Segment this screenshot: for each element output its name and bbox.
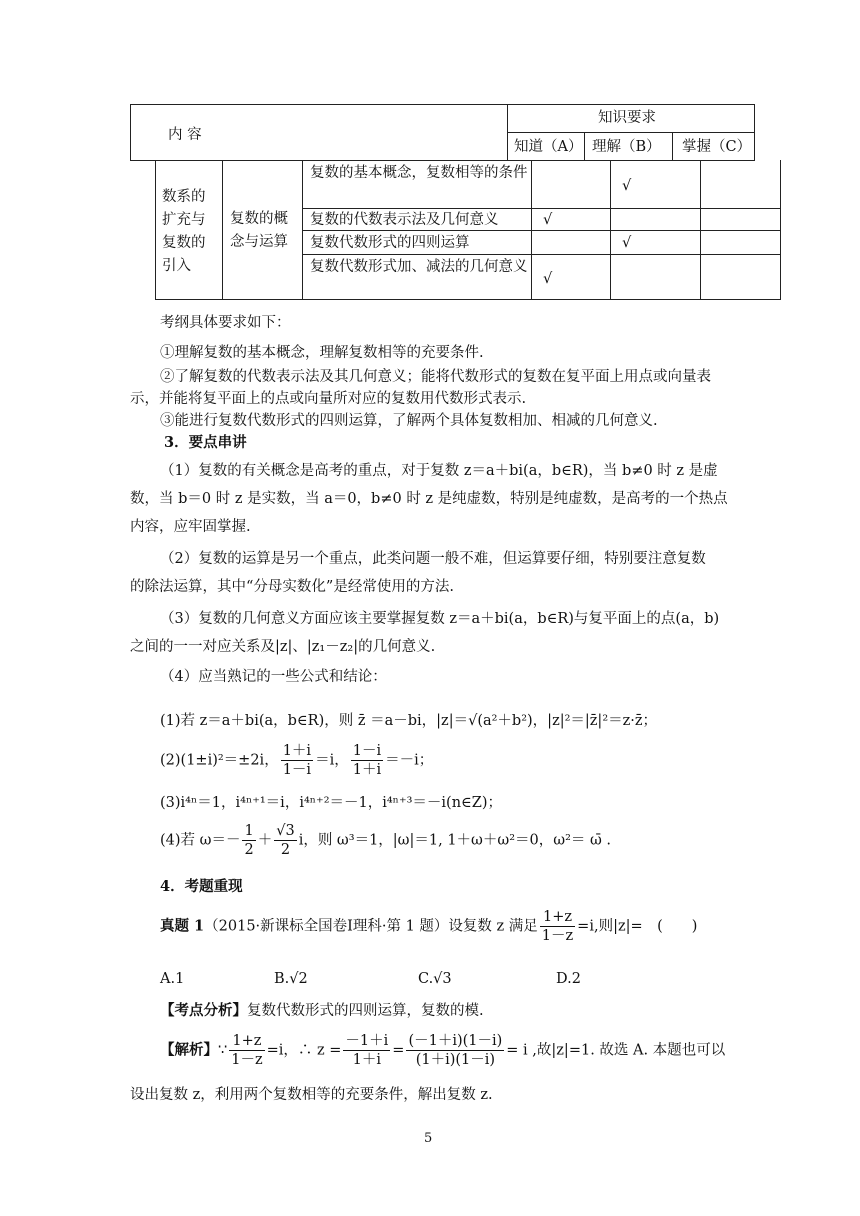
table-row-item: 复数的基本概念，复数相等的条件 — [310, 165, 528, 181]
table-subgroup-label: 复数的概念与运算 — [230, 211, 288, 250]
formula-text: i，则 ω³＝1，|ω|＝1, 1＋ω＋ω²＝0，ω²＝ ω̄ . — [298, 832, 612, 849]
table-border — [754, 104, 755, 161]
table-border — [130, 104, 754, 105]
table-row-item: 复数代数形式的四则运算 — [310, 235, 470, 251]
option-d: D.2 — [556, 971, 581, 987]
denominator: 1＋i — [352, 1052, 382, 1068]
outline-item: ②了解复数的代数表示法及其几何意义；能将代数形式的复数在复平面上用点或向量表 — [160, 369, 711, 385]
table-border — [130, 104, 131, 161]
paragraph: （4）应当熟记的一些公式和结论： — [160, 669, 387, 685]
fraction — [242, 822, 255, 859]
fraction — [540, 908, 575, 945]
table-check: √ — [543, 271, 553, 287]
outline-item: ①理解复数的基本概念，理解复数相等的充要条件. — [160, 345, 484, 361]
question-text: =i,则|z|= ( ) — [577, 918, 698, 935]
formula-text: (4)若 ω＝－ — [160, 832, 241, 849]
denominator: 2 — [280, 842, 291, 858]
table-check: √ — [622, 178, 632, 194]
paragraph: 的除法运算，其中“分母实数化”是经常使用的方法. — [130, 579, 454, 595]
numerator: 1+z — [540, 908, 575, 927]
question — [160, 908, 697, 945]
formula-text: (2)(1±i)²＝±2i， — [160, 752, 279, 769]
table-check: √ — [543, 212, 553, 228]
solution-text: =i，∴ z = — [266, 1042, 342, 1059]
formula-text: ＋ — [257, 832, 273, 849]
table-header-requirements: 知识要求 — [598, 110, 656, 126]
question-text: （2015·新课标全国卷Ⅰ理科·第 1 题）设复数 z 满足 — [204, 918, 538, 935]
numerator: (－1＋i)(1－i) — [408, 1033, 503, 1049]
numerator: 1＋i — [282, 743, 312, 759]
table-header-content: 内 容 — [168, 127, 202, 143]
solution-continued: 设出复数 z，利用两个复数相等的充要条件，解出复数 z. — [130, 1087, 493, 1103]
table-header-know: 知道（A） — [514, 139, 583, 155]
formula-text: ＝i， — [315, 752, 349, 769]
formula-text: ＝－i； — [385, 752, 434, 769]
analysis-text: 复数代数形式的四则运算，复数的模. — [247, 1003, 484, 1019]
fraction — [274, 822, 296, 859]
fraction — [406, 1032, 504, 1069]
page-number: 5 — [424, 1131, 433, 1146]
solution-text: ∵ — [218, 1042, 228, 1059]
outline-item: ③能进行复数代数形式的四则运算，了解两个具体复数相加、相减的几何意义. — [160, 413, 658, 429]
table-check: √ — [622, 235, 632, 251]
denominator: 1－i — [282, 762, 312, 778]
paragraph: 之间的一一对应关系及|z|、|z₁－z₂|的几何意义. — [130, 639, 436, 655]
table-border — [130, 160, 754, 161]
outline-intro: 考纲具体要求如下： — [160, 315, 291, 331]
numerator: √3 — [276, 823, 295, 839]
denominator: 1＋i — [352, 762, 382, 778]
table-header-master: 掌握（C） — [682, 139, 752, 155]
table-border — [155, 299, 781, 300]
solution — [160, 1032, 725, 1069]
section-title: 4．考题重现 — [160, 878, 243, 895]
table-border — [507, 132, 754, 133]
solution-text: = — [392, 1042, 405, 1059]
fraction — [351, 742, 383, 779]
table-border — [672, 132, 673, 161]
outline-item: 示，并能将复平面上的点或向量所对应的复数用代数形式表示. — [130, 391, 527, 407]
solution-label: 【解析】 — [160, 1041, 218, 1059]
denominator: 2 — [244, 842, 254, 858]
paragraph: （1）复数的有关概念是高考的重点，对于复数 z＝a＋bi(a，b∈R)，当 b≠0 时 z 是虚 — [160, 463, 718, 479]
table-border — [155, 160, 156, 300]
analysis-label: 【考点分析】 — [160, 1002, 247, 1019]
denominator: (1＋i)(1－i) — [415, 1052, 496, 1068]
fraction — [281, 742, 313, 779]
numerator: 1+z — [229, 1032, 264, 1051]
denominator: 1－z — [541, 928, 574, 944]
paragraph: （3）复数的几何意义方面应该主要掌握复数 z＝a＋bi(a，b∈R)与复平面上的点(a，b) — [160, 611, 720, 627]
table-border — [302, 254, 781, 255]
formula-4 — [160, 822, 611, 859]
numerator: －1＋i — [345, 1033, 389, 1049]
fraction — [343, 1032, 390, 1069]
option-b: B.√2 — [274, 971, 308, 987]
formula-3: (3)i⁴ⁿ＝1，i⁴ⁿ⁺¹＝i，i⁴ⁿ⁺²＝－1，i⁴ⁿ⁺³＝－i(n∈Z)； — [160, 795, 503, 811]
section-title: 3．要点串讲 — [164, 434, 247, 451]
solution-text: = i ,故|z|=1. 故选 A. 本题也可以 — [506, 1042, 726, 1059]
paragraph: 内容，应牢固掌握. — [130, 519, 251, 535]
numerator: 1－i — [352, 743, 382, 759]
table-row-item: 复数代数形式加、减法的几何意义 — [310, 259, 528, 275]
paragraph: （2）复数的运算是另一个重点，此类问题一般不难，但运算要仔细，特别要注意复数 — [160, 551, 706, 567]
fraction — [229, 1032, 264, 1069]
table-row-group-label: 数系的扩充与复数的引入 — [162, 189, 206, 274]
table-header-understand: 理解（B） — [592, 139, 661, 155]
question-label: 真题 1 — [160, 917, 205, 935]
option-a: A.1 — [160, 971, 185, 987]
paragraph: 数，当 b＝0 时 z 是实数，当 a＝0，b≠0 时 z 是纯虚数，特别是纯虚数，是高考的一个热点 — [130, 491, 728, 507]
option-c: C.√3 — [418, 971, 452, 987]
analysis — [160, 1000, 484, 1022]
table-border — [584, 132, 585, 161]
formula-1: (1)若 z＝a＋bi(a，b∈R)，则 z̄ ＝a－bi，|z|＝√(a²＋b²)，|z|²＝|z̄|²＝z·z̄； — [160, 713, 658, 729]
denominator: 1－z — [231, 1052, 263, 1068]
numerator: 1 — [244, 823, 254, 839]
table-row-item: 复数的代数表示法及几何意义 — [310, 212, 499, 228]
formula-2 — [160, 742, 433, 779]
table-border — [222, 160, 223, 300]
